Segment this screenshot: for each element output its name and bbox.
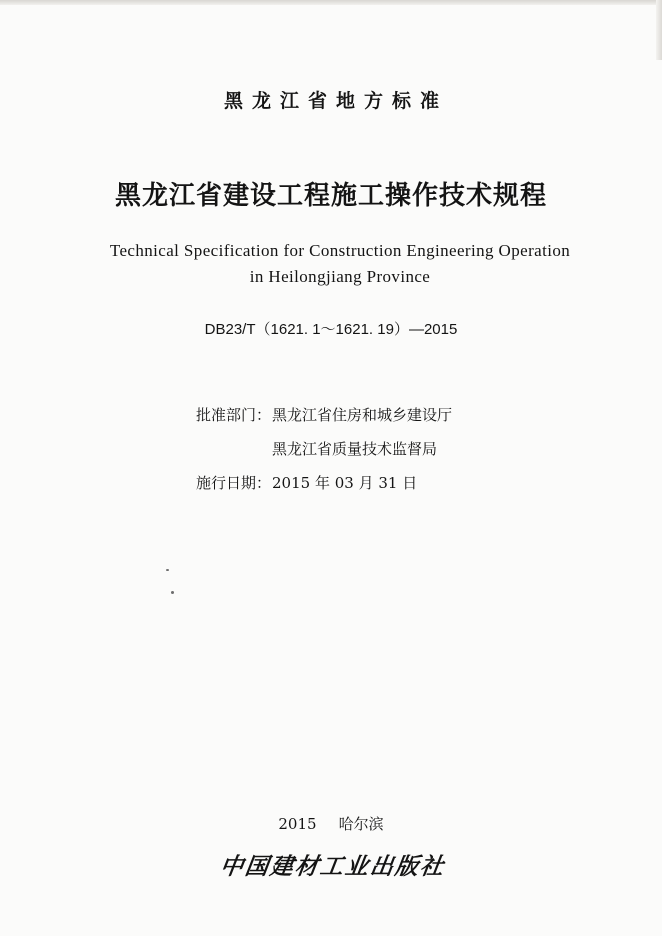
approval-dept-2: 黑龙江省质量技术监督局 <box>272 440 438 458</box>
title-chinese: 黑龙江省建设工程施工操作技术规程 <box>114 181 547 211</box>
approval-row-2 <box>196 432 452 466</box>
standard-code: DB23/T（1621. 1～1621. 19）—2015 <box>204 321 458 338</box>
scan-edge-right <box>656 0 662 60</box>
approval-dept-1: 黑龙江省住房和城乡建设厅 <box>272 406 453 424</box>
publisher-logo-text: 中国建材工业出版社 <box>218 853 448 880</box>
effective-label: 施行日期： <box>196 474 272 492</box>
standard-type-heading: 黑龙江省地方标准 <box>223 90 448 112</box>
approval-label: 批准部门： <box>196 406 272 424</box>
effective-date: 2015 年 03 月 31 日 <box>272 474 418 492</box>
scan-speck <box>171 591 174 594</box>
publication-line <box>0 813 662 834</box>
title-english-line-2: in Heilongjiang Province <box>249 267 431 286</box>
title-english <box>0 238 662 290</box>
scan-speck <box>166 569 169 571</box>
scan-edge-top <box>0 0 662 5</box>
approval-row-1 <box>196 398 452 432</box>
effective-row <box>196 466 452 500</box>
publication-year: 2015 <box>278 815 317 833</box>
title-english-line-1: Technical Specification for Construction Engineering Operation <box>109 241 571 260</box>
approval-info <box>196 398 452 500</box>
publication-city: 哈尔滨 <box>338 815 384 833</box>
